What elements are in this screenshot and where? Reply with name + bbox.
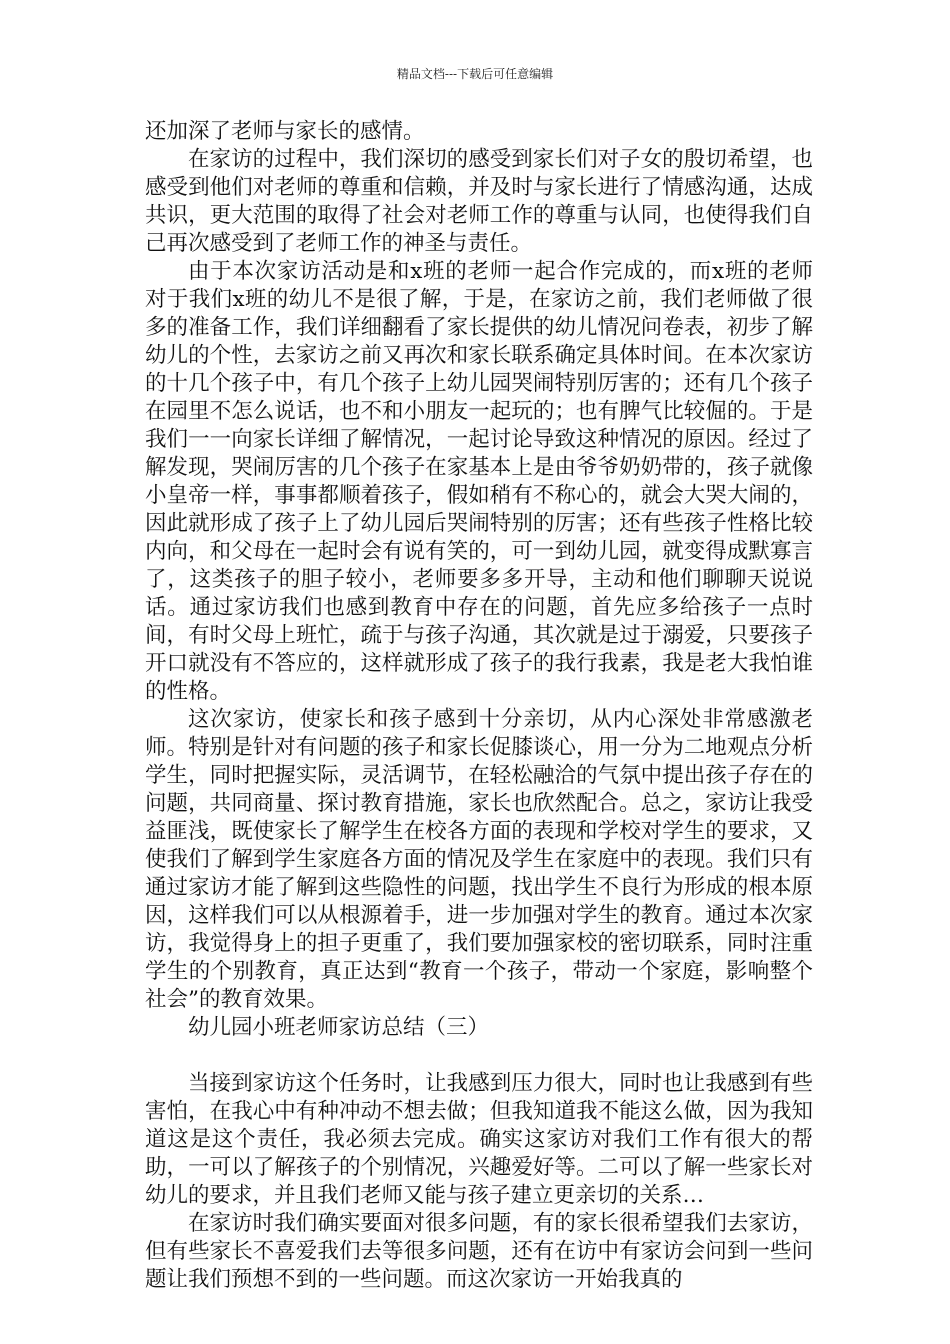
document-body <box>145 118 813 1294</box>
page-header: 精品文档---下载后可任意编辑 <box>396 67 554 81</box>
paragraph: 这次家访，使家长和孩子感到十分亲切，从内心深处非常感激老师。特别是针对有问题的孩子和家长促膝谈心，用一分为二地观点分析学生，同时把握实际，灵活调节，在轻松融洽的气氛中提出孩子存在的问题，共同商量、探讨教育措施，家长也欣然配合。总之，家访让我受益匪浅，既使家长了解学生在校各方面的表现和学校对学生的要求，又使我们了解到学生家庭各方面的情况及学生在家庭中的表现。我们只有通过家访才能了解到这些隐性的问题，找出学生不良行为形成的根本原因，这样我们可以从根源着手，进一步加强对学生的教育。通过本次家访，我觉得身上的担子更重了，我们要加强家校的密切联系，同时注重学生的个别教育，真正达到“教育一个孩子，带动一个家庭，影响整个社会”的教育效果。 <box>145 707 813 1012</box>
paragraph: 由于本次家访活动是和x班的老师一起合作完成的，而x班的老师对于我们x班的幼儿不是很了解，于是，在家访之前，我们老师做了很多的准备工作，我们详细翻看了家长提供的幼儿情况问卷表，初步了解幼儿的个性，去家访之前又再次和家长联系确定具体时间。在本次家访的十几个孩子中，有几个孩子上幼儿园哭闹特别厉害的；还有几个孩子在园里不怎么说话，也不和小朋友一起玩的；也有脾气比较倔的。于是我们一一向家长详细了解情况，一起讨论导致这种情况的原因。经过了解发现，哭闹厉害的几个孩子在家基本上是由爷爷奶奶带的，孩子就像小皇帝一样，事事都顺着孩子，假如稍有不称心的，就会大哭大闹的，因此就形成了孩子上了幼儿园后哭闹特别的厉害；还有些孩子性格比较内向，和父母在一起时会有说有笑的，可一到幼儿园，就变得成默寡言了，这类孩子的胆子较小，老师要多多开导，主动和他们聊聊天说说话。通过家访我们也感到教育中存在的问题，首先应多给孩子一点时间，有时父母上班忙，疏于与孩子沟通，其次就是过于溺爱，只要孩子开口就没有不答应的，这样就形成了孩子的我行我素，我是老大我怕谁的性格。 <box>145 259 813 704</box>
paragraph: 在家访时我们确实要面对很多问题，有的家长很希望我们去家访，但有些家长不喜爱我们去等很多问题，还有在访中有家访会问到一些问题让我们预想不到的一些问题。而这次家访一开始我真的 <box>145 1211 813 1292</box>
section-title: 幼儿园小班老师家访总结（三） <box>188 1015 490 1040</box>
paragraph-continuation: 还加深了老师与家长的感情。 <box>145 119 425 144</box>
paragraph: 当接到家访这个任务时，让我感到压力很大，同时也让我感到有些害怕，在我心中有种冲动不想去做；但我知道我不能这么做，因为我知道这是这个责任，我必须去完成。确实这家访对我们工作有很大的帮助，一可以了解孩子的个别情况，兴趣爱好等。二可以了解一些家长对幼儿的要求，并且我们老师又能与孩子建立更亲切的关系… <box>145 1071 813 1208</box>
paragraph: 在家访的过程中，我们深切的感受到家长们对子女的殷切希望，也感受到他们对老师的尊重和信赖，并及时与家长进行了情感沟通，达成共识，更大范围的取得了社会对老师工作的尊重与认同，也使得我们自己再次感受到了老师工作的神圣与责任。 <box>145 147 813 256</box>
